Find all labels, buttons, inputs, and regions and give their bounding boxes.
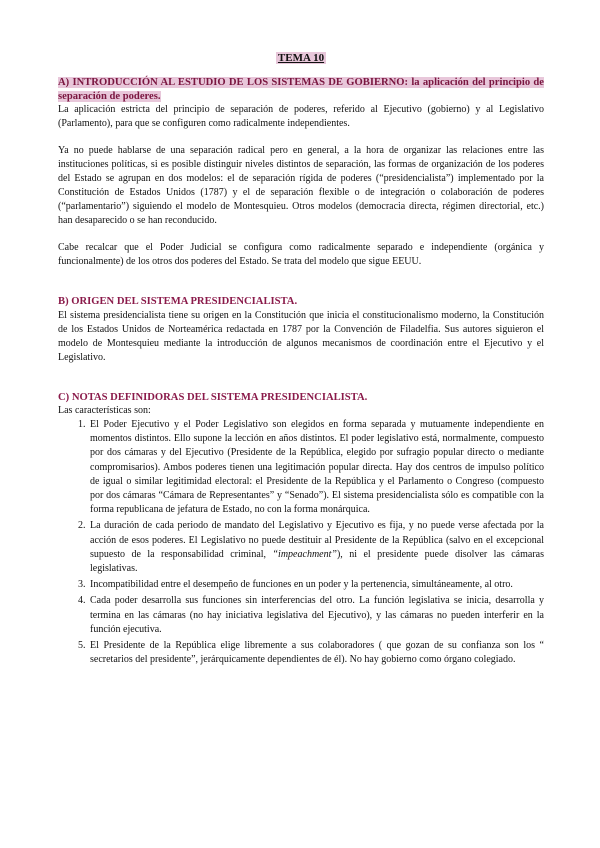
characteristics-list [58, 418, 544, 667]
list-item: 4. Cada poder desarrolla sus funciones sin interferencias del otro. La función legislativa se inicia, desarrolla y termina en las cámaras (no hay iniciativa legislativa del Ejecutivo), y las cámaras no pueden interferir en la función ejecutiva. [88, 594, 544, 637]
document-page [58, 52, 544, 669]
list-item: 1. El Poder Ejecutivo y el Poder Legislativo son elegidos en forma separada y mutuamente independiente en momentos distintos. Ello supone la lección en años distintos. El poder legislativo está, normalmente, compuesto por dos cámaras y del Ejecutivo (Presidente de la República, elegido por sufragio popular directo o mediante compromisarios). Ambos poderes tienen una legitimación popular directa. Hay dos centros de impulso político de igual o similar legitimidad electoral: el Presidente de la República y el Parlamento o Congreso (compuesto por dos cámaras “Cámara de Representantes” y “Senado”). El sistema presidencialista sólo es compatible con la forma republicana de jefatura de Estado, no con la forma monárquica. [88, 418, 544, 517]
section-a-paragraph-3: Cabe recalcar que el Poder Judicial se configura como radicalmente separado e independiente (orgánica y funcionalmente) de los otros dos poderes del Estado. Se trata del modelo que sigue EEUU. [58, 242, 544, 267]
section-b-heading: B) ORIGEN DEL SISTEMA PRESIDENCIALISTA. [58, 296, 298, 307]
page-title: TEMA 10 [277, 52, 325, 64]
section-b-paragraph-1: El sistema presidencialista tiene su origen en la Constitución que inicia el constitucionalismo moderno, la Constitución de los Estados Unidos de Norteamérica redactada en 1787 por la Convención de Filadelfia. Sus autores siguieron el modelo de Montesquieu mediante la introducción de algunos mecanismos de coordinación entre el Ejecutivo y el Legislativo. [58, 309, 544, 363]
section-a-heading: A) INTRODUCCIÓN AL ESTUDIO DE LOS SISTEMAS DE GOBIERNO: la aplicación del principio de separación de poderes. [58, 77, 544, 102]
list-item: 2. La duración de cada periodo de mandato del Legislativo y Ejecutivo es fija, y no puede verse afectada por la acción de esos poderes. El Legislativo no puede destituir al Presidente de la República (salvo en el excepcional supuesto de la responsabilidad criminal, “impeachment”), ni el presidente puede disolver las cámaras legislativas. [88, 519, 544, 576]
list-item: 3. Incompatibilidad entre el desempeño de funciones en un poder y la pertenencia, simultáneamente, al otro. [88, 578, 544, 592]
section-a-paragraph-1: La aplicación estricta del principio de separación de poderes, referido al Ejecutivo (gobierno) y al Legislativo (Parlamento), para que se configuren como radicalmente independientes. [58, 104, 544, 129]
section-c-heading: C) NOTAS DEFINIDORAS DEL SISTEMA PRESIDENCIALISTA. [58, 391, 368, 403]
section-a-paragraph-2: Ya no puede hablarse de una separación radical pero en general, a la hora de organizar las relaciones entre las instituciones políticas, si es posible distinguir niveles distintos de separación, las formas de organización de los poderes del Estado se agrupan en dos modelos: el de separación rígida de poderes (“presidencialista”) implementado por la Constitución de Estados Unidos (1787) y el de separación flexible o de integración o colaboración de poderes (“parlamentario”) siguiendo el modelo de Montesquieu. Otros modelos (democracia directa, régimen directorial, etc.) han desaparecido o se han reconducido. [58, 145, 544, 226]
list-item: 5. El Presidente de la República elige libremente a sus colaboradores ( que gozan de su confianza son los “ secretarios del presidente”, jerárquicamente dependientes de él). No hay gobierno como órgano colegiado. [88, 639, 544, 667]
section-c-intro: Las características son: [58, 405, 151, 416]
